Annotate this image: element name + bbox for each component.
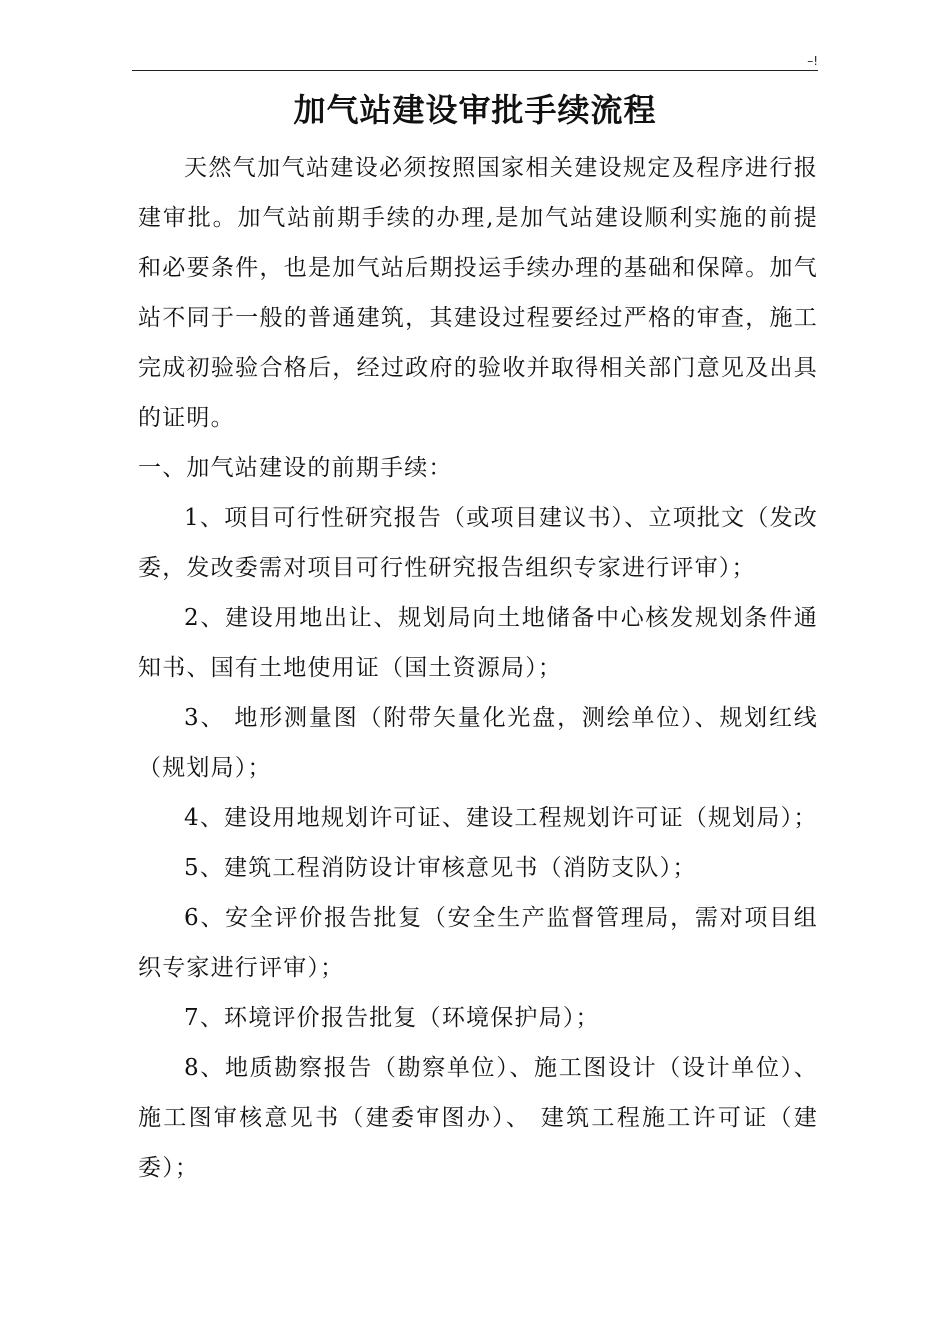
list-item: 3、 地形测量图（附带矢量化光盘，测绘单位）、规划红线（规划局）； [138, 705, 818, 781]
intro-paragraph: 天然气加气站建设必须按照国家相关建设规定及程序进行报建审批。加气站前期手续的办理,是加气站建设顺利实施的前提和必要条件，也是加气站后期投运手续办理的基础和保障。加气站不同于一般的普通建筑，其建设过程要经过严格的审查，施工完成初验验合格后，经过政府的验收并取得相关部门意见及出具的证明。 [138, 155, 818, 431]
document-title: 加气站建设审批手续流程 [293, 91, 657, 129]
document-body [138, 143, 818, 1193]
header-rule [132, 70, 818, 71]
page-header-mark: –! [807, 54, 818, 68]
list-item: 6、安全评价报告批复（安全生产监督管理局，需对项目组织专家进行评审）； [138, 905, 818, 981]
list-item: 1、项目可行性研究报告（或项目建议书）、立项批文（发改委，发改委需对项目可行性研究报告组织专家进行评审）； [138, 505, 818, 581]
list-item: 2、建设用地出让、规划局向土地储备中心核发规划条件通知书、国有土地使用证（国土资源局）； [138, 605, 818, 681]
list-item: 4、建设用地规划许可证、建设工程规划许可证（规划局）； [184, 805, 818, 831]
section-heading: 一、加气站建设的前期手续： [138, 455, 453, 481]
list-item: 5、建筑工程消防设计审核意见书（消防支队）； [184, 855, 697, 881]
list-item: 8、地质勘察报告（勘察单位）、施工图设计（设计单位）、施工图审核意见书（建委审图办）、 建筑工程施工许可证（建委）； [138, 1055, 818, 1181]
list-item: 7、环境评价报告批复（环境保护局）； [184, 1005, 600, 1031]
